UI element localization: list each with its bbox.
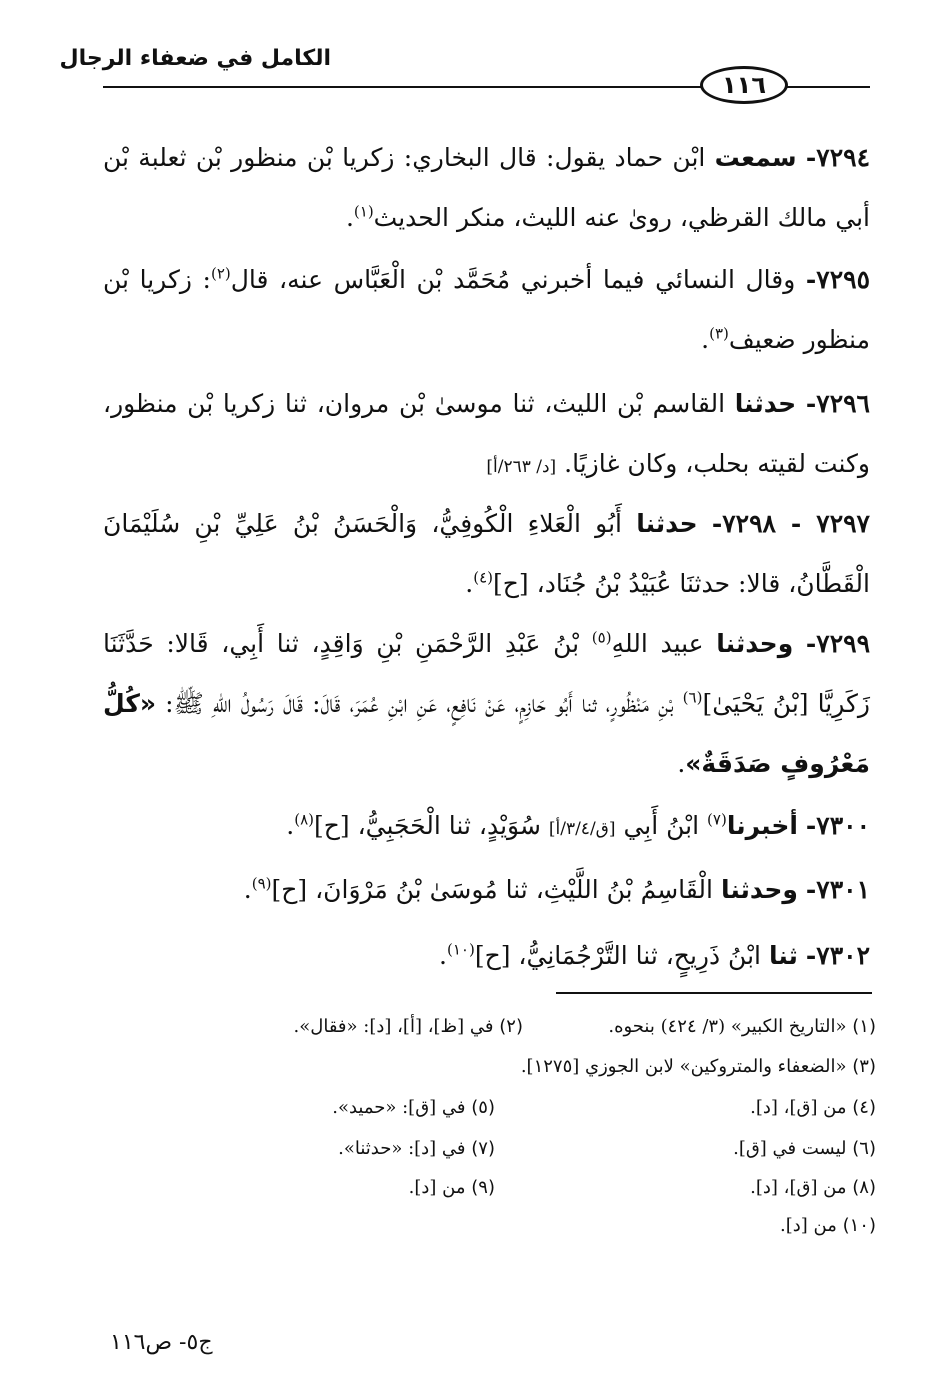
- entry-7296: [103, 374, 870, 497]
- footnote-8: [750, 1176, 876, 1200]
- footnote-marker: (٩): [251, 874, 272, 893]
- footnote-10: [780, 1214, 876, 1238]
- transmission-keyword: حدثنا: [636, 509, 698, 538]
- footnote-text: «التاريخ الكبير» (٣/ ٤٢٤) بنحوه.: [608, 1016, 847, 1037]
- transmission-keyword: وحدثنا: [716, 629, 794, 658]
- footnote-number: (٩): [471, 1177, 495, 1198]
- transmission-keyword: سمعت: [714, 143, 797, 172]
- entry-text: القاسم بْن الليث، ثنا موسىٰ بْن مروان، ثنا زكريا بْن منظور، وكنت لقيته بحلب، وكان غازيًا.: [103, 389, 870, 478]
- entry-text: سُوَيْدٍ، ثنا الْحَجَبِيُّ، [ح]: [313, 811, 541, 840]
- footnote-7: [338, 1137, 495, 1161]
- entry-text: ابْنُ ذَرِيحٍ، ثنا التَّرْجُمَانِيُّ، [ح]: [474, 941, 761, 970]
- footnote-number: (١): [852, 1016, 876, 1037]
- footnote-5: [332, 1096, 495, 1120]
- entry-7294: [103, 128, 870, 248]
- footnote-marker: (٦): [682, 688, 703, 707]
- entry-7301: [190, 860, 870, 920]
- entry-7300: [190, 796, 870, 859]
- entry-end: .: [345, 203, 354, 232]
- entry-7295: [103, 250, 870, 370]
- entry-end: .: [243, 875, 252, 904]
- footnote-marker: (٨): [294, 810, 314, 829]
- entry-7297-7298: [103, 494, 870, 614]
- entry-number: ٧٢٩٦-: [805, 389, 870, 418]
- entry-text: عبيد اللهِ: [611, 629, 704, 658]
- footnote-separator: [556, 992, 872, 994]
- entry-end: .: [465, 569, 474, 598]
- footnote-number: (٨): [852, 1177, 876, 1198]
- footnote-number: (٣): [852, 1056, 876, 1077]
- entry-7302: [190, 926, 870, 986]
- entry-text: وقال النسائي فيما أخبرني مُحَمَّد بْن الْعَبَّاس عنه، قال: [230, 265, 796, 294]
- footnote-text: ليست في [ق].: [733, 1138, 847, 1159]
- entry-text: بْنِ مَنْظُورٍ، ثنا أَبُو حَازِمٍ، عَنْ نَافِعٍ، عَنِ ابْنِ عُمَرَ، قَالَ: قَالَ رَسُولُ اللهِ ﷺ:: [165, 689, 674, 718]
- transmission-keyword: ثنا: [768, 941, 798, 970]
- footnote-1: [608, 1015, 876, 1039]
- entry-7299: [103, 614, 870, 794]
- transmission-keyword: حدثنا: [734, 389, 797, 418]
- footnote-text: من [ق]، [د].: [750, 1177, 847, 1198]
- footnote-text: من [د].: [780, 1215, 837, 1236]
- footnote-marker: (٥): [591, 628, 612, 647]
- entry-text: أَبُو الْعَلاءِ الْكُوفِيُّ، وَالْحَسَنُ بْنُ عَلِيِّ بْنِ سُلَيْمَانَ الْقَطَّانُ، قالا: حدثنَا عُبَيْدُ بْنُ جُنَاد، [ح]: [103, 509, 870, 598]
- footnote-marker: (٣): [709, 324, 729, 343]
- footnote-4: [750, 1096, 876, 1120]
- entry-number: ٧٣٠١-: [805, 875, 870, 904]
- entry-text: ابْنُ أَبِي: [623, 811, 700, 840]
- entry-text: الْقَاسِمُ بْنُ اللَّيْثِ، ثنا مُوسَىٰ بْنُ مَرْوَانَ، [ح]: [271, 875, 713, 904]
- footnote-3: [521, 1055, 876, 1079]
- transmission-keyword: أخبرنا: [726, 811, 798, 840]
- entry-number: ٧٢٩٧ - ٧٢٩٨-: [711, 509, 870, 538]
- entry-end: .: [677, 749, 686, 778]
- footnote-number: (٥): [471, 1097, 495, 1118]
- entry-number: ٧٢٩٩-: [805, 629, 870, 658]
- entry-text: : زكريا بْن منظور ضعيف: [103, 265, 870, 354]
- entry-end: .: [701, 325, 710, 354]
- footnote-9: [409, 1176, 495, 1200]
- footnote-text: في [د]: «حدثنا».: [338, 1138, 466, 1159]
- footnote-number: (١٠): [842, 1215, 876, 1236]
- volume-page-reference: ج٥- ص١١٦: [110, 1330, 213, 1355]
- footnote-2: [294, 1015, 523, 1039]
- entry-number: ٧٣٠٠-: [805, 811, 870, 840]
- entry-number: ٧٢٩٤-: [805, 143, 871, 172]
- footnote-text: في [ظ]، [أ]، [د]: «فقال».: [293, 1016, 494, 1037]
- footnote-number: (٧): [471, 1138, 495, 1159]
- footnote-marker: (٧): [707, 810, 727, 829]
- entry-number: ٧٣٠٢-: [805, 941, 870, 970]
- manuscript-reference: [ق/٣/٤/أ]: [548, 819, 616, 839]
- footnote-text: من [ق]، [د].: [750, 1097, 847, 1118]
- hadith-quote: «كُلُّ مَعْرُوفٍ صَدَقَةٌ»: [103, 689, 870, 778]
- page-number: ١١٦: [700, 66, 788, 104]
- footnote-marker: (١): [353, 202, 374, 221]
- entry-text: بْنُ عَبْدِ الرَّحْمَنِ بْنِ وَاقِدٍ، ثنا أَبِي، قَالا: حَدَّثَنَا زَكَرِيَّا [بْنُ يَحْيَىٰ]: [103, 629, 871, 718]
- footnote-text: في [ق]: «حميد».: [332, 1097, 466, 1118]
- footnote-marker: (١٠): [447, 940, 475, 959]
- footnote-text: «الضعفاء والمتروكين» لابن الجوزي [١٢٧٥].: [520, 1056, 847, 1077]
- footnote-number: (٢): [499, 1016, 523, 1037]
- entry-number: ٧٢٩٥-: [805, 265, 871, 294]
- manuscript-reference: [د/ ٢٦٣/أ]: [486, 457, 557, 477]
- entry-end: .: [286, 811, 295, 840]
- book-title: الكامل في ضعفاء الرجال: [59, 46, 331, 71]
- footnote-number: (٦): [852, 1138, 876, 1159]
- transmission-keyword: وحدثنا: [720, 875, 798, 904]
- footnote-marker: (٢): [210, 264, 231, 283]
- footnote-marker: (٤): [473, 568, 494, 587]
- entry-end: .: [439, 941, 447, 970]
- entry-text: ابْن حماد يقول: قال البخاري: زكريا بْن منظور بْن ثعلبة بْن أبي مالك القرظي، روىٰ عنه الليث، منكر الحديث: [103, 143, 870, 232]
- footnote-text: من [د].: [408, 1177, 466, 1198]
- footnote-6: [733, 1137, 876, 1161]
- footnote-number: (٤): [852, 1097, 876, 1118]
